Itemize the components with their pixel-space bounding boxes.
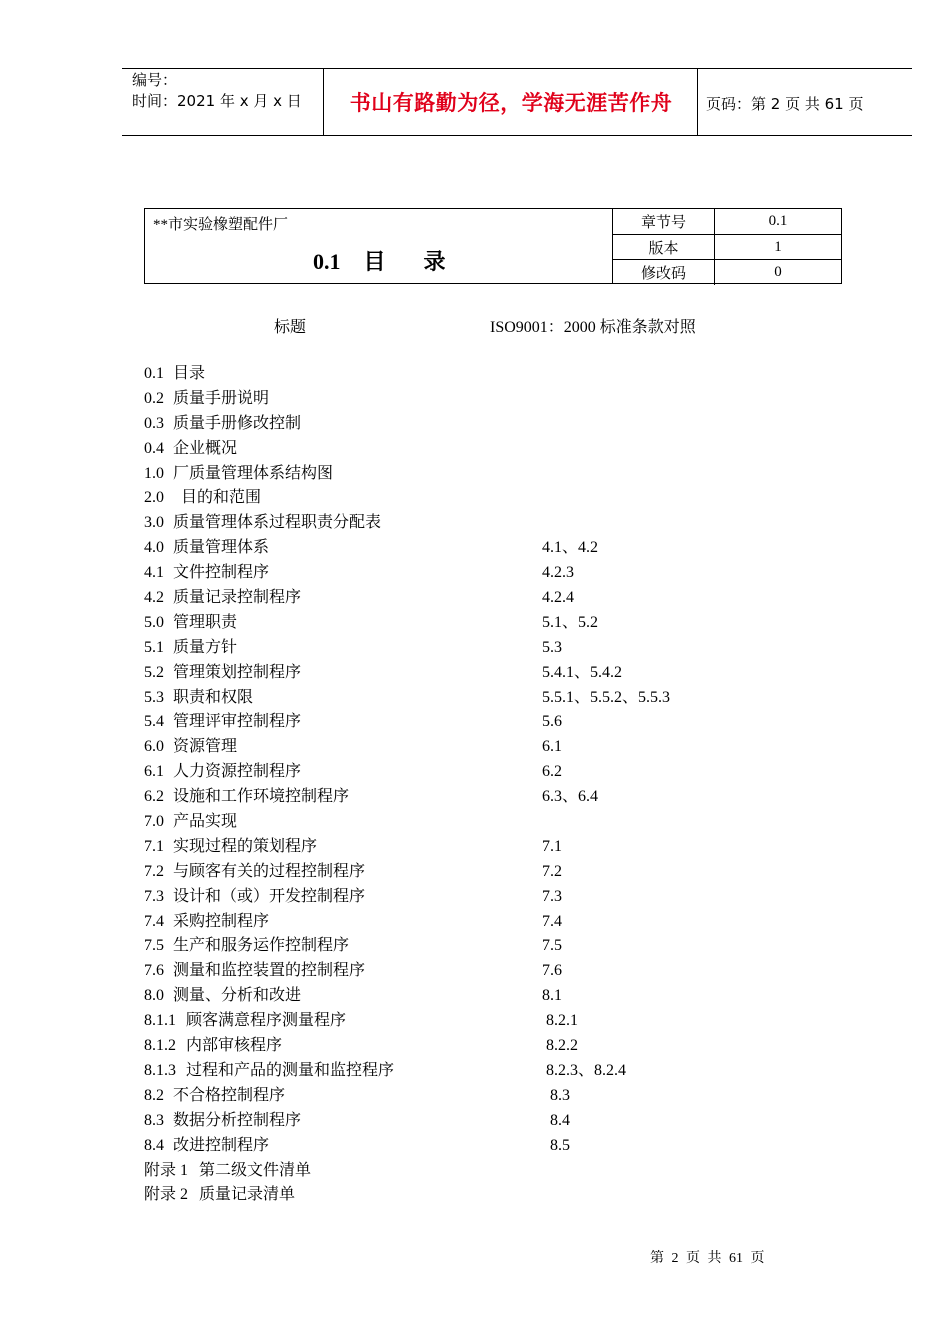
header-motto: 书山有路勤为径，学海无涯苦作舟	[349, 91, 673, 115]
toc-entry-title: 改进控制程序	[173, 1136, 270, 1154]
document-title-number: 0.1	[313, 249, 341, 274]
toc-entry-number: 4.0	[144, 539, 164, 557]
toc-entry	[144, 1009, 844, 1034]
toc-entry-iso-clause: 6.2	[542, 763, 562, 781]
toc-entry-title: 设计和（或）开发控制程序	[173, 887, 366, 905]
field-row	[613, 234, 841, 260]
toc-entry-number: 0.2	[144, 389, 164, 407]
toc-entry-iso-clause: 8.2.1	[546, 1012, 578, 1030]
toc-entry-iso-clause: 8.5	[550, 1136, 570, 1154]
toc-entry	[144, 860, 844, 885]
toc-entry-iso-clause: 6.1	[542, 738, 562, 756]
toc-entry	[144, 1084, 844, 1109]
toc-entry-number: 2.0	[144, 489, 164, 507]
toc-entry-title: 生产和服务运作控制程序	[173, 937, 350, 955]
toc-entry-number: 7.4	[144, 912, 164, 930]
toc-entry	[144, 437, 844, 462]
field-key: 版本	[613, 235, 715, 260]
toc-entry-title: 数据分析控制程序	[173, 1111, 302, 1129]
title-block-main	[145, 209, 613, 283]
toc-entry	[144, 561, 844, 586]
toc-entry-iso-clause: 5.4.1、5.4.2	[542, 663, 623, 681]
toc-entry-title: 测量、分析和改进	[173, 987, 302, 1005]
toc-entry-iso-clause: 7.2	[542, 862, 562, 880]
toc-entry-iso-clause: 7.6	[542, 962, 562, 980]
toc-entry-number: 4.2	[144, 589, 164, 607]
toc-entry	[144, 362, 844, 387]
toc-entry-title: 采购控制程序	[173, 912, 270, 930]
toc-entry-number: 5.2	[144, 663, 164, 681]
toc-entry-title: 质量管理体系	[173, 539, 270, 557]
toc-entry-number: 7.6	[144, 962, 164, 980]
toc-entry-title: 过程和产品的测量和监控程序	[186, 1061, 395, 1079]
toc-entry-iso-clause: 7.4	[542, 912, 562, 930]
column-header-title: 标题	[274, 319, 307, 336]
toc-entry	[144, 686, 844, 711]
toc-entry-title: 内部审核程序	[186, 1037, 283, 1055]
toc-entry-number: 0.3	[144, 414, 164, 432]
toc-entry-number: 7.2	[144, 862, 164, 880]
toc-entry	[144, 810, 844, 835]
toc-entry-title: 测量和监控装置的控制程序	[173, 962, 366, 980]
toc-entry	[144, 586, 844, 611]
toc-entry-number: 4.1	[144, 564, 164, 582]
toc-entry	[144, 661, 844, 686]
toc-entry-title: 质量记录控制程序	[173, 589, 302, 607]
toc-entry	[144, 835, 844, 860]
toc-entry	[144, 1183, 844, 1208]
toc-entry-iso-clause: 5.5.1、5.5.2、5.5.3	[542, 688, 671, 706]
toc-entry-title: 与顾客有关的过程控制程序	[173, 862, 366, 880]
toc-entry-number: 6.2	[144, 788, 164, 806]
toc-entry-title: 不合格控制程序	[173, 1086, 286, 1104]
toc-entry-title: 管理职责	[173, 613, 238, 631]
toc-entry-number: 5.4	[144, 713, 164, 731]
toc-entry-number: 8.0	[144, 987, 164, 1005]
toc-entry-number: 6.0	[144, 738, 164, 756]
toc-entry	[144, 611, 844, 636]
document-time-label: 时间：2021 年 x 月 x 日	[132, 92, 302, 110]
toc-entry-iso-clause: 7.1	[542, 837, 562, 855]
toc-entry-iso-clause: 5.3	[542, 638, 562, 656]
toc-entry-title: 质量手册说明	[173, 389, 270, 407]
toc-entry	[144, 1109, 844, 1134]
toc-entry-title: 厂质量管理体系结构图	[173, 464, 334, 482]
toc-entry-title: 管理策划控制程序	[173, 663, 302, 681]
toc-entry-number: 5.0	[144, 613, 164, 631]
toc-entry-number: 8.3	[144, 1111, 164, 1129]
toc-entry-iso-clause: 4.1、4.2	[542, 539, 599, 557]
document-number-label: 编号：	[132, 71, 178, 89]
toc-entry	[144, 785, 844, 810]
title-block	[144, 208, 842, 284]
header-top-rule	[122, 68, 912, 69]
toc-entry-number: 8.1.1	[144, 1012, 176, 1030]
toc-entry-number: 7.3	[144, 887, 164, 905]
toc-entry	[144, 636, 844, 661]
toc-entry	[144, 959, 844, 984]
toc-entry-iso-clause: 8.2.3、8.2.4	[546, 1061, 627, 1079]
field-row	[613, 209, 841, 234]
toc-entry	[144, 486, 844, 511]
field-value: 0	[774, 264, 782, 280]
toc-entry-iso-clause: 7.3	[542, 887, 562, 905]
toc-entry	[144, 760, 844, 785]
toc-entry-number: 0.1	[144, 365, 164, 382]
toc-entry-title: 第二级文件清单	[199, 1161, 312, 1179]
toc-entry	[144, 910, 844, 935]
toc-entry-number: 8.4	[144, 1136, 164, 1154]
toc-entry	[144, 511, 844, 536]
toc-entry-iso-clause: 8.3	[550, 1086, 570, 1104]
toc-entry-title: 质量记录清单	[199, 1186, 296, 1204]
toc-entry	[144, 387, 844, 412]
table-of-contents	[144, 362, 844, 1208]
toc-entry-title: 管理评审控制程序	[173, 713, 302, 731]
toc-entry	[144, 536, 844, 561]
toc-entry-number: 7.5	[144, 937, 164, 955]
toc-entry-number: 3.0	[144, 514, 164, 532]
toc-entry-title: 产品实现	[173, 813, 238, 831]
document-title-text-2: 录	[423, 249, 446, 274]
toc-entry-iso-clause: 4.2.3	[542, 564, 574, 582]
toc-entry-iso-clause: 8.1	[542, 987, 562, 1005]
toc-entry-number: 附录 2	[144, 1186, 189, 1204]
toc-entry-iso-clause: 8.2.2	[546, 1037, 578, 1055]
toc-entry-number: 7.0	[144, 813, 164, 831]
header-meta	[132, 70, 302, 112]
field-key: 章节号	[613, 209, 715, 234]
toc-entry-iso-clause: 4.2.4	[542, 589, 574, 607]
toc-entry-iso-clause: 5.1、5.2	[542, 613, 599, 631]
field-row	[613, 259, 841, 285]
column-header-iso: ISO9001：2000 标准条款对照	[490, 319, 696, 336]
toc-entry-number: 1.0	[144, 464, 164, 482]
header-bottom-rule	[122, 135, 912, 136]
toc-entry-title: 质量方针	[173, 638, 238, 656]
field-key: 修改码	[613, 260, 715, 285]
toc-entry-number: 0.4	[144, 439, 164, 457]
toc-entry-number: 7.1	[144, 837, 164, 855]
toc-entry	[144, 934, 844, 959]
toc-entry-number: 8.2	[144, 1086, 164, 1104]
toc-entry-title: 目录	[173, 365, 206, 382]
toc-entry-title: 人力资源控制程序	[173, 763, 302, 781]
toc-entry	[144, 710, 844, 735]
toc-entry	[144, 1134, 844, 1159]
toc-entry-title: 质量管理体系过程职责分配表	[173, 514, 382, 532]
footer-page-number: 第 2 页 共 61 页	[650, 1251, 765, 1266]
title-block-fields	[613, 209, 841, 283]
field-value: 1	[774, 239, 782, 255]
toc-entry-title: 企业概况	[173, 439, 238, 457]
toc-entry-title: 顾客满意程序测量程序	[186, 1012, 347, 1030]
header-page-label: 页码：第 2 页 共 61 页	[706, 95, 864, 113]
toc-entry-iso-clause: 6.3、6.4	[542, 788, 599, 806]
toc-entry-title: 职责和权限	[173, 688, 254, 706]
toc-entry	[144, 1034, 844, 1059]
document-title-text: 目	[363, 249, 386, 274]
toc-entry	[144, 984, 844, 1009]
toc-entry-title: 文件控制程序	[173, 564, 270, 582]
toc-entry	[144, 462, 844, 487]
toc-entry-iso-clause: 5.6	[542, 713, 562, 731]
toc-entry	[144, 1159, 844, 1184]
document-title	[313, 245, 446, 276]
toc-entry-title: 设施和工作环境控制程序	[173, 788, 350, 806]
toc-entry	[144, 885, 844, 910]
toc-entry-number: 附录 1	[144, 1161, 189, 1179]
toc-entry-number: 5.1	[144, 638, 164, 656]
company-name: **市实验橡塑配件厂	[153, 217, 289, 233]
toc-entry-title: 目的和范围	[173, 489, 262, 507]
toc-entry-number: 5.3	[144, 688, 164, 706]
toc-entry-iso-clause: 8.4	[550, 1111, 570, 1129]
toc-entry-number: 8.1.3	[144, 1061, 176, 1079]
toc-entry-title: 实现过程的策划程序	[173, 837, 318, 855]
field-value: 0.1	[768, 213, 788, 229]
toc-entry-number: 6.1	[144, 763, 164, 781]
toc-entry	[144, 1059, 844, 1084]
toc-entry-title: 质量手册修改控制	[173, 414, 302, 432]
toc-entry-number: 8.1.2	[144, 1037, 176, 1055]
toc-entry-title: 资源管理	[173, 738, 238, 756]
toc-entry	[144, 412, 844, 437]
toc-entry	[144, 735, 844, 760]
toc-entry-iso-clause: 7.5	[542, 937, 562, 955]
